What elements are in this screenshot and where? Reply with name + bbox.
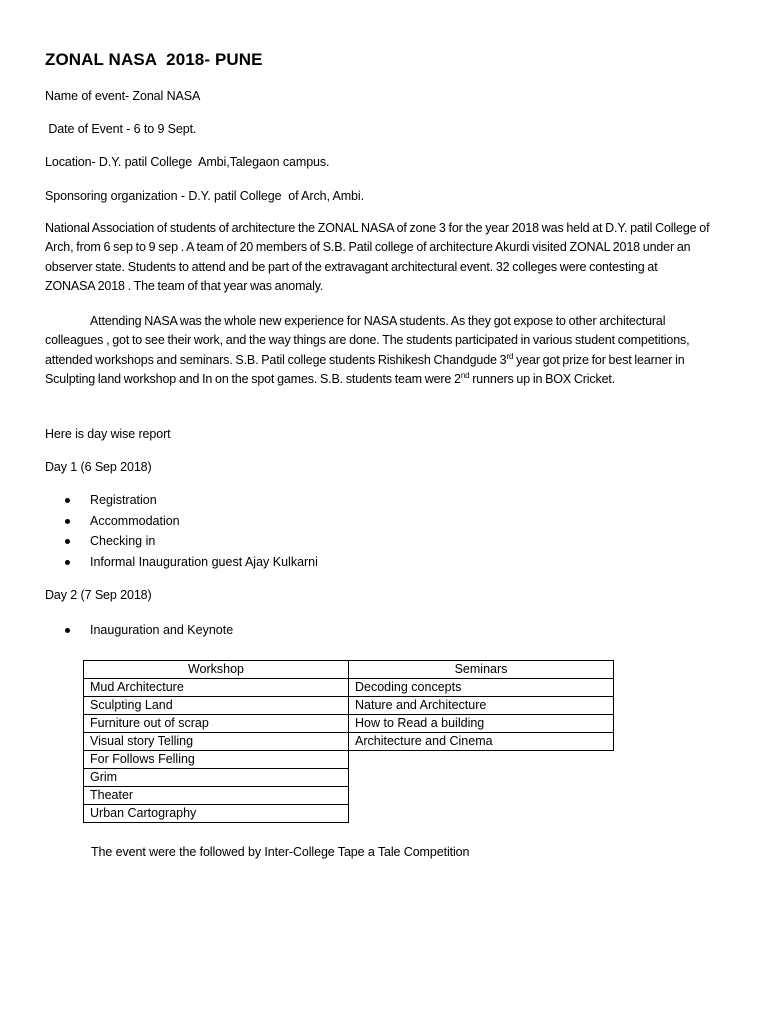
empty-cell (349, 769, 614, 787)
workshop-cell: Mud Architecture (84, 679, 349, 697)
workshop-cell: Grim (84, 769, 349, 787)
experience-text-part2: year got prize for best learner in Sculpting land workshop and In on the spot games. S.B. students team were 2 (45, 352, 685, 386)
event-date-line: Date of Event - 6 to 9 Sept. (45, 122, 197, 136)
day1-list (45, 490, 318, 573)
experience-paragraph (45, 312, 710, 389)
day2-heading: Day 2 (7 Sep 2018) (45, 588, 152, 602)
table-row (84, 769, 614, 787)
ordinal-suffix-nd: nd (460, 370, 470, 380)
workshop-column-header: Workshop (84, 661, 349, 679)
empty-cell (349, 805, 614, 823)
table-header-row (84, 661, 614, 679)
workshop-cell: Sculpting Land (84, 697, 349, 715)
day1-heading: Day 1 (6 Sep 2018) (45, 460, 152, 474)
day-wise-heading: Here is day wise report (45, 427, 171, 441)
table-row (84, 787, 614, 805)
intro-paragraph: National Association of students of architecture the ZONAL NASA of zone 3 for the year 2018 was held at D.Y. patil College of Arch, from 6 sep to 9 sep . A team of 20 members of S.B. Patil college of architecture Akurdi visited ZONAL 2018 under an observer state. Students to attend and be part of the extravagant architectural event. 32 colleges were contesting at ZONASA 2018 . The team of that year was anomaly. (45, 221, 710, 293)
workshop-cell: For Follows Felling (84, 751, 349, 769)
table-row (84, 805, 614, 823)
experience-text-part1: Attending NASA was the whole new experience for NASA students. As they got expose to other architectural colleagues , got to see their work, and the way things are done. The students participated in various student competitions, attended workshops and seminars. S.B. Patil college students Rishikesh Chandgude 3 (45, 314, 690, 367)
table-row (84, 733, 614, 751)
workshop-cell: Visual story Telling (84, 733, 349, 751)
experience-text-part3: runners up in BOX Cricket. (469, 371, 616, 386)
table-row (84, 715, 614, 733)
list-item: Inauguration and Keynote (45, 620, 233, 641)
empty-cell (349, 751, 614, 769)
list-item: Checking in (45, 531, 318, 552)
sponsoring-organization-line: Sponsoring organization - D.Y. patil College of Arch, Ambi. (45, 189, 364, 203)
document-title: ZONAL NASA 2018- PUNE (45, 50, 263, 69)
closing-line: The event were the followed by Inter-College Tape a Tale Competition (91, 845, 470, 859)
table-row (84, 697, 614, 715)
seminar-cell: How to Read a building (349, 715, 614, 733)
workshop-seminar-table (83, 660, 614, 823)
table-row (84, 751, 614, 769)
list-item: Registration (45, 490, 318, 511)
ordinal-suffix-rd: rd (506, 351, 514, 361)
seminar-cell: Nature and Architecture (349, 697, 614, 715)
seminar-cell: Architecture and Cinema (349, 733, 614, 751)
workshop-cell: Urban Cartography (84, 805, 349, 823)
event-name-line: Name of event- Zonal NASA (45, 89, 201, 103)
empty-cell (349, 787, 614, 805)
seminars-column-header: Seminars (349, 661, 614, 679)
list-item: Accommodation (45, 511, 318, 532)
event-location-line: Location- D.Y. patil College Ambi,Talegaon campus. (45, 155, 330, 169)
table-row (84, 679, 614, 697)
seminar-cell: Decoding concepts (349, 679, 614, 697)
workshop-cell: Furniture out of scrap (84, 715, 349, 733)
day2-list (45, 620, 233, 641)
workshop-cell: Theater (84, 787, 349, 805)
list-item: Informal Inauguration guest Ajay Kulkarni (45, 552, 318, 573)
